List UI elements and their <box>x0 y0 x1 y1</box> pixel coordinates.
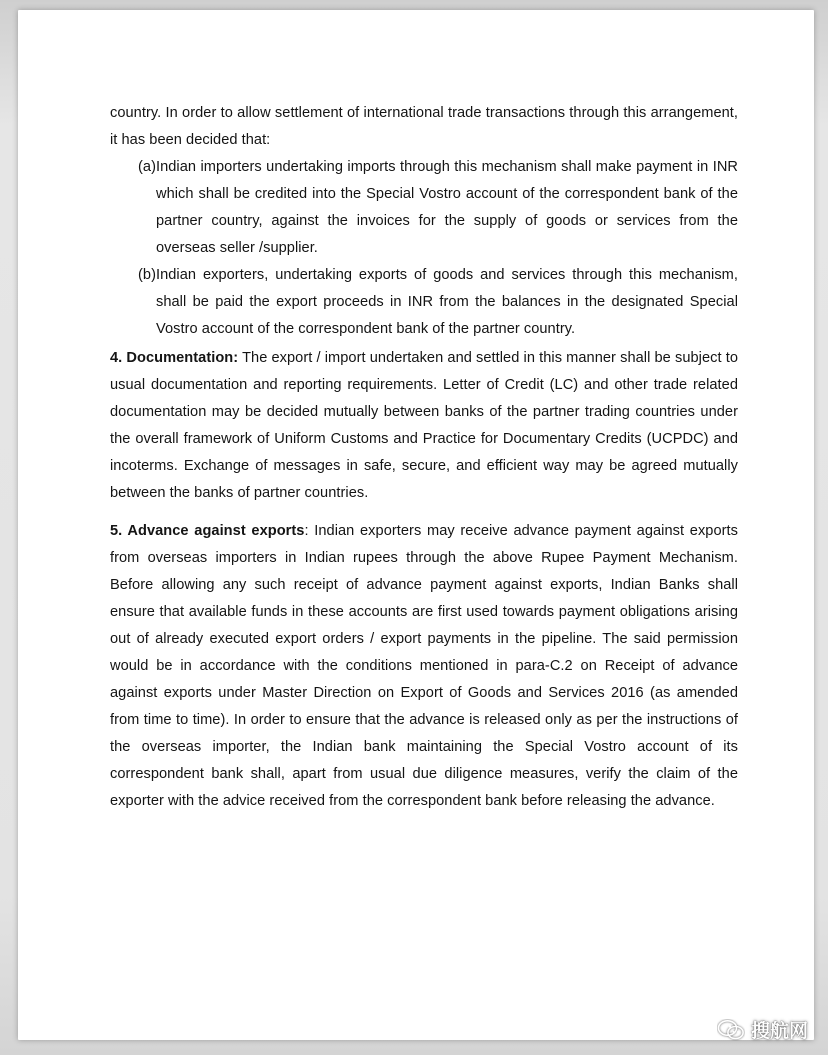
list-item <box>110 262 738 343</box>
section-advance-against-exports <box>110 518 738 815</box>
watermark-text: 搜航网 <box>750 1020 808 1042</box>
list-marker: (b) <box>138 267 156 283</box>
wechat-icon <box>717 1019 745 1041</box>
document-page <box>18 10 814 1040</box>
section-text: : Indian exporters may receive advance payment against exports from overseas importers in Indian rupees through the above Rupee Payment Mechanism. Before allowing any such receipt of advance payment against exports, Indian Banks shall ensure that available funds in these accounts are first used towards payment obligations arising out of already executed export orders / export payments in the pipeline. The said permission would be in accordance with the conditions mentioned in para-C.2 on Receipt of advance against exports under Master Direction on Export of Goods and Services 2016 (as amended from time to time). In order to ensure that the advance is released only as per the instructions of the overseas importer, the Indian bank maintaining the Special Vostro account of its correspondent bank shall, apart from usual due diligence measures, verify the claim of the exporter with the advice received from the correspondent bank before releasing the advance. <box>110 523 738 809</box>
list-item-text: Indian exporters, undertaking exports of goods and services through this mechanism, shall be paid the export proceeds in INR from the balances in the designated Special Vostro account of the correspondent bank of the partner country. <box>156 267 738 337</box>
list-item <box>110 154 738 262</box>
decision-list <box>110 154 738 343</box>
section-heading: 5. Advance against exports <box>110 523 305 539</box>
watermark <box>717 1016 808 1043</box>
section-heading: 4. Documentation: <box>110 350 239 366</box>
list-marker: (a) <box>138 159 156 175</box>
intro-paragraph: country. In order to allow settlement of international trade transactions through this arrangement, it has been decided that: <box>110 105 738 148</box>
list-item-text: Indian importers undertaking imports through this mechanism shall make payment in INR which shall be credited into the Special Vostro account of the correspondent bank of the partner country, against the invoices for the supply of goods or services from the overseas seller /supplier. <box>156 159 738 256</box>
section-text: The export / import undertaken and settled in this manner shall be subject to usual documentation and reporting requirements. Letter of Credit (LC) and other trade related documentation may be decided mutually between banks of the partner trading countries under the overall framework of Uniform Customs and Practice for Documentary Credits (UCPDC) and incoterms. Exchange of messages in safe, secure, and efficient way may be agreed mutually between the banks of partner countries. <box>110 350 738 501</box>
document-body <box>110 100 738 815</box>
section-documentation <box>110 345 738 507</box>
